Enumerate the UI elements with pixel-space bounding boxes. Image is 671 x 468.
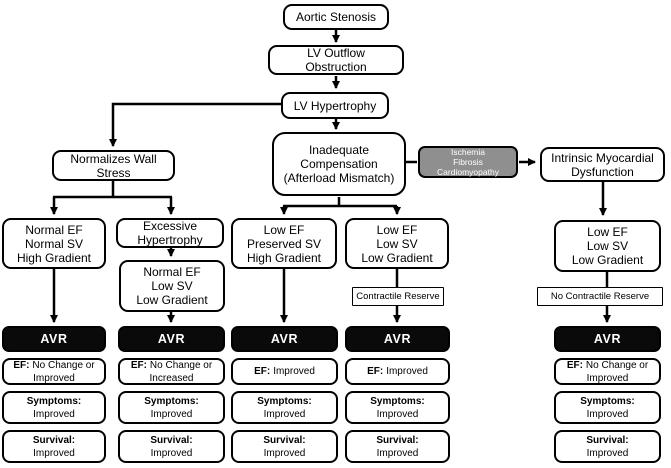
avr-label: AVR xyxy=(270,332,299,346)
outcome-value: Improved xyxy=(376,447,419,459)
node-label: No Contractile Reserve xyxy=(550,291,650,302)
avr-node-col5 xyxy=(554,326,661,352)
node-lv-outflow-obstruction xyxy=(268,45,404,75)
node-label: Low SV xyxy=(151,279,193,293)
outcome-label: Symptoms: xyxy=(370,395,425,407)
outcome-value: Improved xyxy=(586,447,629,459)
ef-outcome-col4 xyxy=(345,358,450,385)
node-label: (Afterload Mismatch) xyxy=(283,171,395,185)
node-label: Low Gradient xyxy=(571,253,644,267)
ef-outcome-col1 xyxy=(2,358,106,385)
outcome-value: Improved xyxy=(33,447,75,459)
node-label: Ischemia xyxy=(450,147,485,157)
outcome-value: Improved xyxy=(150,408,193,420)
node-label: Low SV xyxy=(586,239,629,253)
symptoms-outcome-col3 xyxy=(231,391,338,424)
symptoms-outcome-col4 xyxy=(345,391,450,424)
survival-outcome-col5 xyxy=(554,430,661,463)
node-label: Low Gradient xyxy=(361,250,433,265)
node-normal-ef-low-sv-low-gradient xyxy=(119,260,225,312)
node-label: Normalizes Wall xyxy=(70,151,157,166)
symptoms-outcome-col1 xyxy=(2,391,106,424)
node-label: Normal SV xyxy=(24,236,83,251)
avr-label: AVR xyxy=(593,332,622,346)
node-label: Stress xyxy=(96,165,131,180)
avr-label: AVR xyxy=(157,332,186,346)
node-label: Obstruction xyxy=(305,60,367,74)
node-label: LV Hypertrophy xyxy=(293,98,377,113)
node-label: Low EF xyxy=(376,222,418,237)
node-label: Hypertrophy xyxy=(137,233,203,247)
node-lv-hypertrophy xyxy=(281,92,389,119)
outcome-value: Improved xyxy=(376,408,419,420)
outcome-label: Survival: xyxy=(376,434,419,446)
avr-node-col2 xyxy=(118,326,225,352)
node-label: Normal EF xyxy=(25,222,83,237)
node-label: Intrinsic Myocardial xyxy=(551,150,654,165)
node-contractile-reserve xyxy=(352,287,444,306)
node-label: High Gradient xyxy=(246,250,322,265)
outcome-label: Symptoms: xyxy=(580,395,635,407)
node-label: Excessive xyxy=(142,219,198,233)
outcome-value: Improved xyxy=(150,447,193,459)
node-label: Contractile Reserve xyxy=(356,291,440,302)
symptoms-outcome-col5 xyxy=(554,391,661,424)
node-normalizes-wall-stress xyxy=(52,150,175,181)
outcome-label: EF: xyxy=(566,359,583,371)
node-normal-ef-normal-sv-high-gradient xyxy=(2,218,106,269)
avr-node-col3 xyxy=(231,326,338,352)
node-label: Normal EF xyxy=(143,265,201,279)
outcome-value: Improved xyxy=(263,408,306,420)
node-label: Low SV xyxy=(376,236,418,251)
avr-node-col4 xyxy=(345,326,450,352)
outcome-value: No Change or Increased xyxy=(149,359,213,384)
node-inadequate-compensation xyxy=(272,132,406,196)
outcome-label: Survival: xyxy=(150,434,193,446)
outcome-value: No Change or Improved xyxy=(585,359,649,384)
survival-outcome-col1 xyxy=(2,430,106,463)
outcome-label: Survival: xyxy=(586,434,629,446)
node-label: Low EF xyxy=(263,222,305,237)
survival-outcome-col4 xyxy=(345,430,450,463)
avr-label: AVR xyxy=(40,332,68,346)
outcome-value: Improved xyxy=(33,408,75,420)
survival-outcome-col3 xyxy=(231,430,338,463)
ef-outcome-col3 xyxy=(231,358,338,385)
node-label: Fibrosis xyxy=(453,157,483,167)
node-label: Compensation xyxy=(300,157,378,171)
outcome-value: Improved xyxy=(273,366,315,377)
node-low-ef-low-sv-low-gradient-right xyxy=(554,220,661,272)
outcome-label: Symptoms: xyxy=(144,395,199,407)
avr-label: AVR xyxy=(383,332,412,346)
outcome-value: Improved xyxy=(386,366,428,377)
outcome-label: EF: xyxy=(254,366,271,377)
node-excessive-hypertrophy xyxy=(116,218,224,248)
node-label: Inadequate xyxy=(308,143,370,157)
node-label: Cardiomyopathy xyxy=(437,167,499,177)
node-label: Dysfunction xyxy=(571,164,634,179)
outcome-label: Survival: xyxy=(32,434,76,446)
ef-outcome-col2 xyxy=(118,358,225,385)
node-label: Preserved SV xyxy=(246,236,322,251)
ef-outcome-col5 xyxy=(554,358,661,385)
symptoms-outcome-col2 xyxy=(118,391,225,424)
outcome-label: Symptoms: xyxy=(26,395,82,407)
node-label: LV Outflow xyxy=(307,46,365,60)
node-label: High Gradient xyxy=(16,250,92,265)
outcome-label: Survival: xyxy=(263,434,306,446)
node-ischemia-fibrosis-cardiomyopathy xyxy=(418,146,518,178)
node-no-contractile-reserve xyxy=(537,287,663,306)
outcome-label: EF: xyxy=(130,359,147,371)
node-low-ef-preserved-sv-high-gradient xyxy=(231,218,337,269)
node-intrinsic-myocardial-dysfunction xyxy=(540,147,665,182)
outcome-label: Symptoms: xyxy=(257,395,312,407)
node-label: Low EF xyxy=(587,225,628,239)
outcome-value: No Change or Improved xyxy=(32,359,95,384)
avr-node-col1 xyxy=(2,326,106,352)
outcome-value: Improved xyxy=(586,408,629,420)
node-label: Low Gradient xyxy=(136,293,208,307)
outcome-value: Improved xyxy=(263,447,306,459)
outcome-label: EF: xyxy=(13,359,30,371)
outcome-label: EF: xyxy=(367,366,384,377)
node-aortic-stenosis xyxy=(283,4,389,30)
survival-outcome-col2 xyxy=(118,430,225,463)
node-low-ef-low-sv-low-gradient xyxy=(345,218,449,269)
node-label: Aortic Stenosis xyxy=(295,10,377,24)
